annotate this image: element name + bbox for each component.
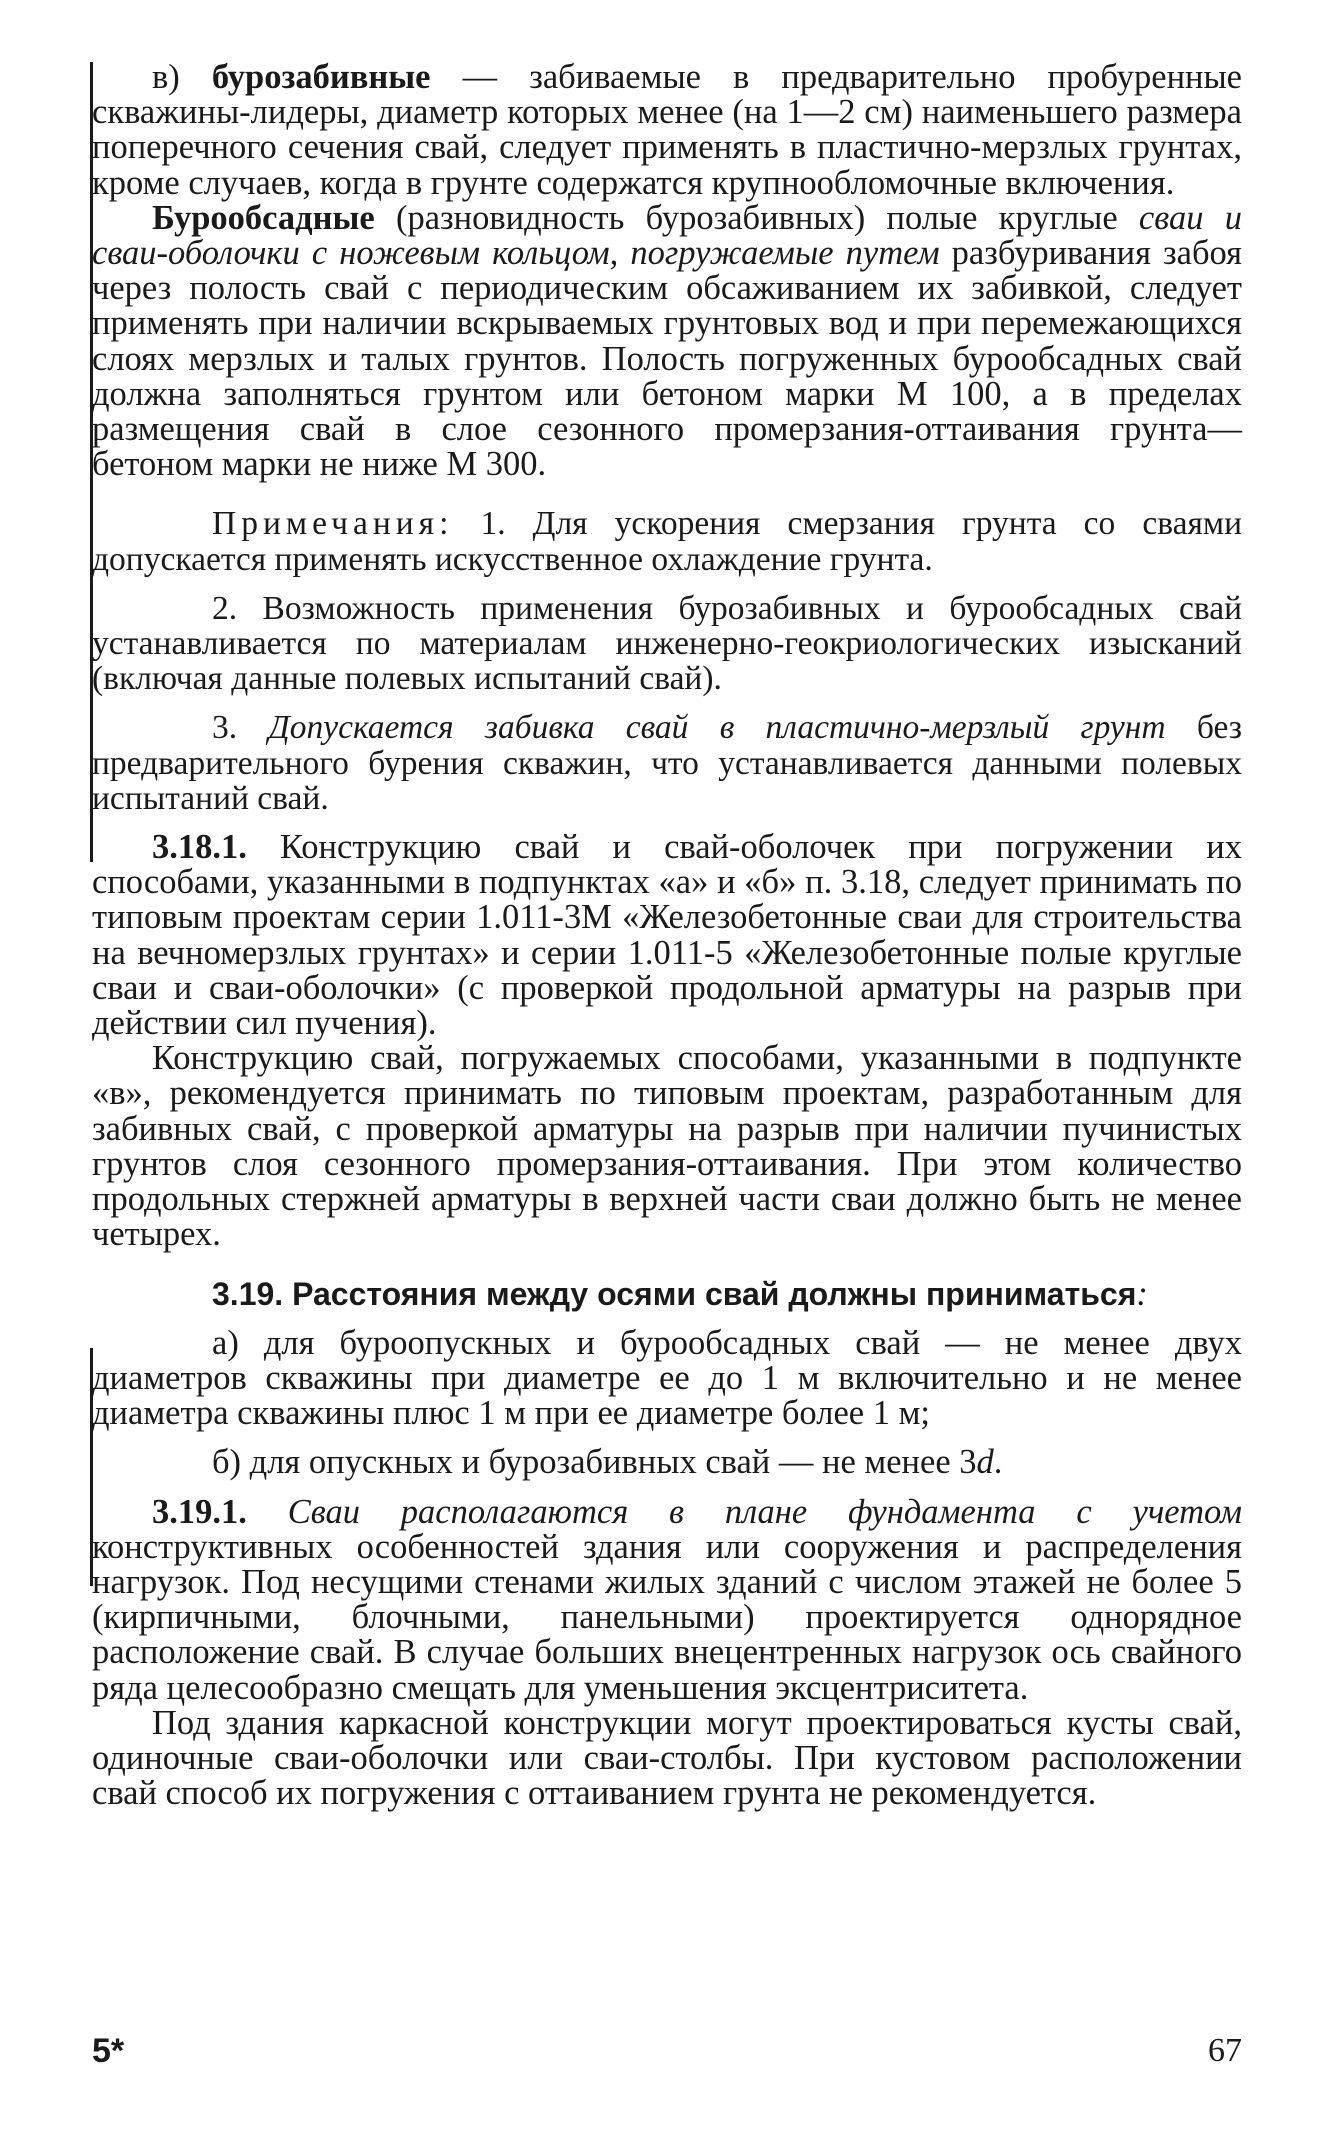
paragraph-italic-text: сваи и сваи-оболочки с ножевым кольцом, погружаемые путем [92,198,1242,273]
item-text: а) для буроопускных и бурообсадных свай — не менее двух диаметров скважины при диаметре ее до 1 м включительно и не менее диаметра скважины плюс 1 м при ее диаметре более 1 м; [92,1323,1242,1433]
note-2 [92,591,1242,697]
section-text: Конструкцию свай, погружаемых способами, указанными в подпункте «в», рекомендуется принимать по типовым проектам, разработанным для забивных свай, с проверкой арматуры на разрыв при наличии пучинистых грунтов слоя сезонного промерзания-оттаивания. При этом количество продольных стержней арматуры в верхней части сваи должно быть не менее четырех. [92,1039,1242,1254]
paragraph-text: — забиваемые в предварительно пробуренные скважины-лидеры, диаметр которых менее (на 1—2 см) наименьшего размера поперечного сечения свай, следует применять в пластично-мерзлых грунтах, кроме случаев, когда в грунте содержатся крупнообломочные включения. [92,58,1242,202]
page-footer [92,2032,1242,2071]
paragraph-text: (разновидность бурозабивных) полые круглые [374,198,1139,237]
section-number: 3.19.1. [152,1492,247,1531]
section-3-19-1-continuation [92,1703,1242,1813]
section-italic-text: Сваи располагаются в плане фундамента с учетом [246,1492,1242,1531]
page-number: 67 [1208,2032,1242,2069]
term-buroobsadnye: Бурообсадные [152,198,375,237]
note-text: без предварительного бурения скважин, что устанавливается данными полевых испытаний свай. [92,709,1242,817]
item-italic-symbol: d [976,1443,994,1482]
item-text: б) для опускных и бурозабивных свай — не менее 3 [212,1443,977,1482]
paragraph-text: разбуривания забоя через полость свай с периодическим обсаживанием их забивкой, следует применять при наличии вскрываемых грунтовых вод и при перемежающихся слоях мерзлых и талых грунтов. Полость погруженных бурообсадных свай должна заполняться грунтом или бетоном марки М 100, а в пределах размещения свай в слое сезонного промерзания-оттаивания грунта— бетоном марки не ниже М 300. [92,234,1242,484]
page-body [92,60,1242,1811]
note-text: 2. Возможность применения бурозабивных и бурообсадных свай устанавливается по материалам инженерно-геокриологических изысканий (включая данные полевых испытаний свай). [92,589,1242,698]
note-italic-text: Допускается забивка свай в пластично-мерзлый грунт [268,709,1166,747]
note-label: Примечания: [212,505,454,543]
paragraph-buroobsadnye [92,198,1242,484]
note-number: 3. [212,709,269,747]
note-1 [92,506,1242,576]
signature-mark: 5* [92,2032,125,2070]
section-text: Под здания каркасной конструкции могут проектироваться кусты свай, одиночные сваи-оболочки или сваи-столбы. При кустовом расположении свай способ их погружения с оттаиванием грунта не рекомендуется. [92,1703,1242,1813]
note-text: 1. Для ускорения смерзания грунта со сваями допускается применять искусственное охлаждение грунта. [92,505,1242,578]
paragraph-burozabivnye [92,60,1242,201]
section-3-19-item-b [92,1445,1242,1480]
section-3-18-1 [92,830,1242,1041]
section-3-19-1 [92,1492,1242,1707]
section-3-19-heading [92,1274,1242,1313]
heading-colon: : [1136,1274,1148,1313]
item-prefix: в) [152,58,212,96]
section-number: 3.18.1. [152,828,247,867]
section-3-18-1-continuation [92,1041,1242,1252]
note-3 [92,710,1242,816]
term-burozabivnye: бурозабивные [211,58,431,96]
item-end: . [993,1443,1003,1482]
section-text: Конструкцию свай и свай-оболочек при погружении их способами, указанными в подпунктах «а» и «б» п. 3.18, следует принимать по типовым проектам серии 1.011-3М «Железобетонные сваи для строительства на вечномерзлых грунтах» и серии 1.011-5 «Железобетонные полые круглые сваи и сваи-оболочки» (с проверкой продольной арматуры на разрыв при действии сил пучения). [92,828,1242,1043]
section-heading: 3.19. Расстояния между осями свай должны приниматься [212,1275,1137,1312]
section-text: конструктивных особенностей здания или сооружения и распределения нагрузок. Под несущими стенами жилых зданий с числом этажей не более 5 (кирпичными, блочными, панельными) проектируется однорядное расположение свай. В случае больших внецентренных нагрузок ось свайного ряда целесообразно смещать для уменьшения эксцентриситета. [92,1527,1242,1707]
section-3-19-item-a [92,1323,1242,1433]
